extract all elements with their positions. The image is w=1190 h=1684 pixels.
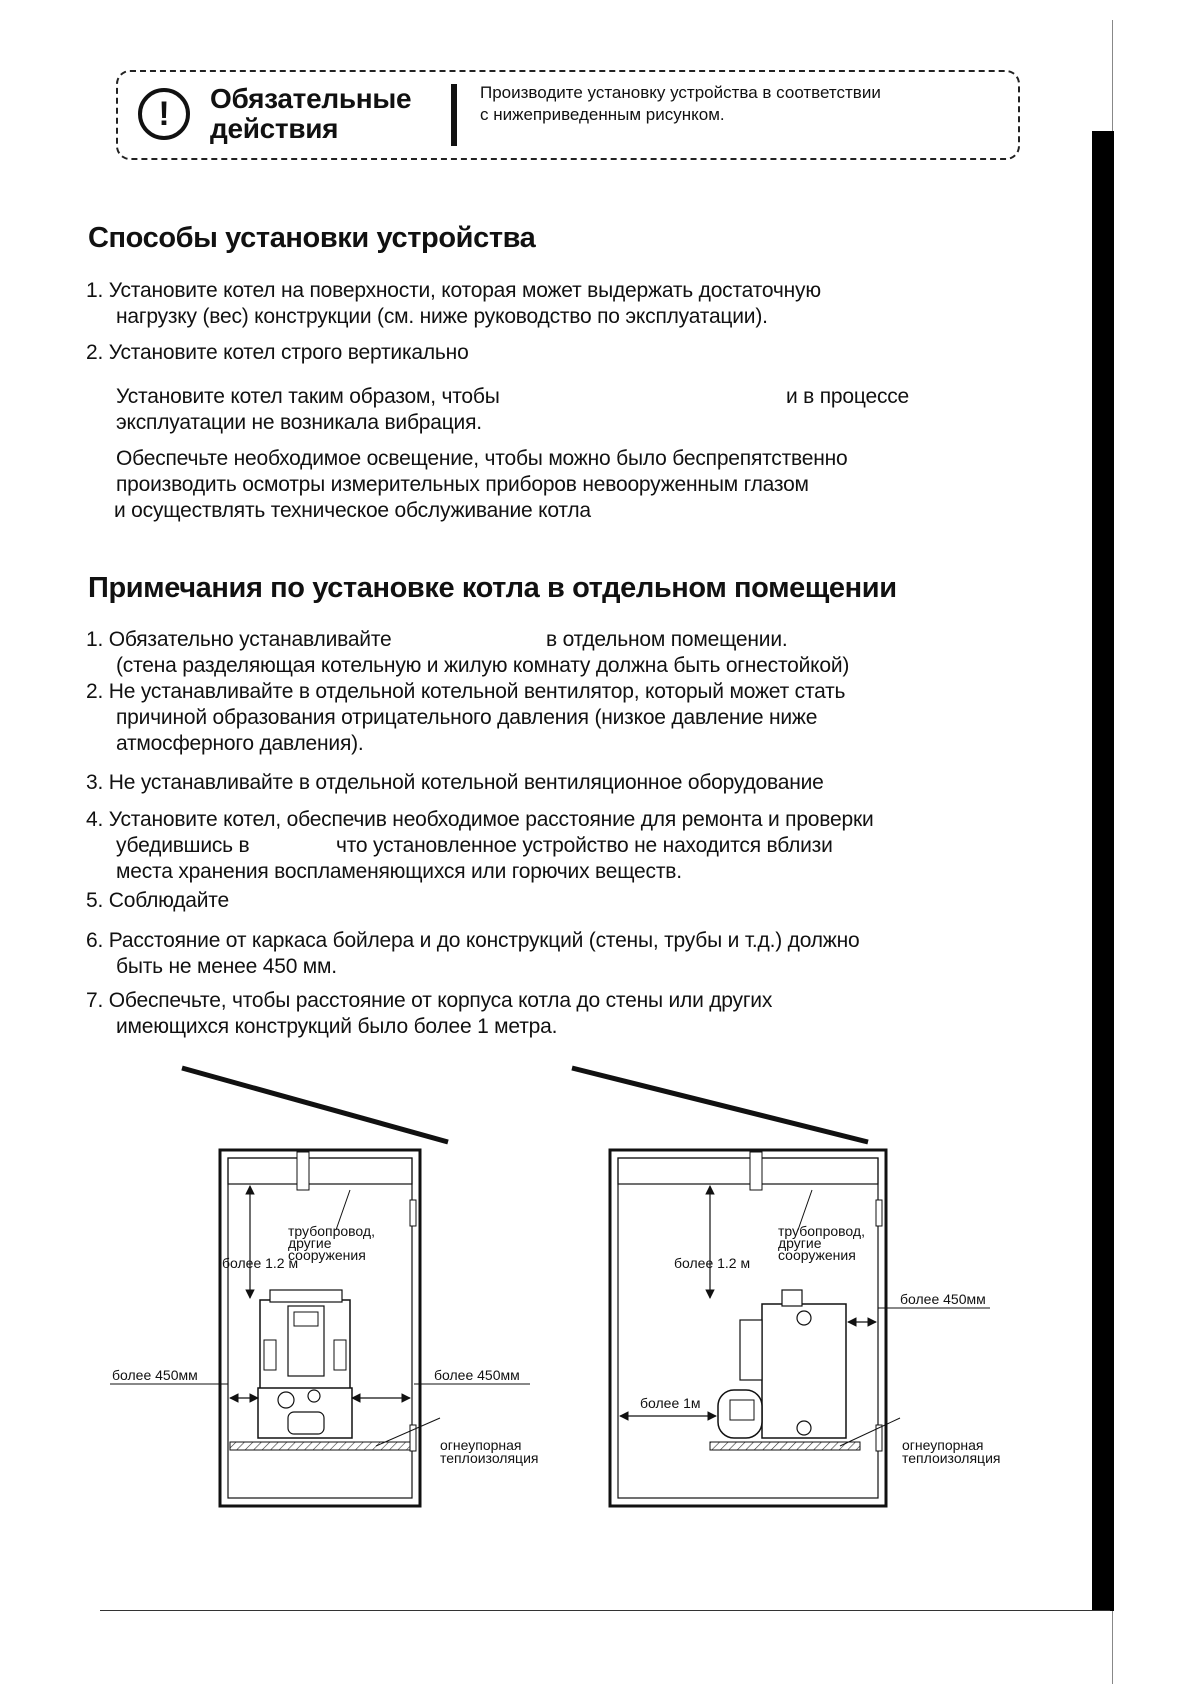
installation-diagrams [110, 1050, 1040, 1530]
insulation-label-line1: огнеупорная [902, 1437, 984, 1453]
notice-separator [451, 84, 457, 146]
ceiling-pipe-structure [228, 1158, 412, 1184]
install-item-1: 1. Установите котел на поверхности, которая может выдержать достаточную нагрузку (вес) конструкции (см. ниже руководство по эксплуатации). [86, 279, 821, 328]
room-item-4: 4. Установите котел, обеспечив необходимое расстояние для ремонта и проверки убедившись в что установленное устройство не находится вблизи места хранения воспламеняющихся или горючих веществ. [86, 808, 874, 883]
footer-rule [100, 1610, 1110, 1611]
pipe-label-line2: другие [778, 1235, 822, 1251]
insulation-label-line2: теплоизоляция [440, 1450, 539, 1466]
section-installation-heading: Способы установки устройства [88, 222, 536, 254]
pipe-label-line3: сооружения [778, 1247, 856, 1263]
roof-line [182, 1068, 448, 1142]
room-item-7: 7. Обеспечьте, чтобы расстояние от корпуса котла до стены или других имеющихся конструкций было более 1 метра. [86, 989, 773, 1038]
boiler-front-view [258, 1290, 352, 1438]
pipe-label-line1: трубопровод, [778, 1223, 865, 1239]
install-paragraph-lighting: Обеспечьте необходимое освещение, чтобы можно было беспрепятственно производить осмотры измерительных приборов невооруженным глазом и осуществлять техническое обслуживание котла [114, 447, 848, 522]
height-label: более 1.2 м [674, 1255, 751, 1271]
right-gap-label: более 450мм [900, 1291, 986, 1307]
notice-text: Производите установку устройства в соответствии с нижеприведенным рисунком. [480, 83, 881, 124]
boiler-side-view [718, 1290, 846, 1438]
front-gap-label: более 1м [640, 1395, 701, 1411]
ceiling-pipe-structure [618, 1158, 878, 1184]
install-paragraph-vibration: Установите котел таким образом, чтобы и в процессе эксплуатации не возникала вибрация. [116, 385, 910, 434]
left-gap-label: более 450мм [112, 1367, 198, 1383]
room-item-1: 1. Обязательно устанавливайте в отдельном помещении. (стена разделяющая котельную и жилую комнату должна быть огнестойкой) [86, 628, 850, 677]
install-item-2: 2. Установите котел строго вертикально [86, 341, 469, 364]
roof-line [572, 1068, 868, 1142]
pipe-label-line2: другие [288, 1235, 332, 1251]
insulation-label-line2: теплоизоляция [902, 1450, 1001, 1466]
pipe-label-line1: трубопровод, [288, 1223, 375, 1239]
diagram-side-view [572, 1068, 1000, 1506]
room-item-2: 2. Не устанавливайте в отдельной котельной вентилятор, который может стать причиной образования отрицательного давления (низкое давление ниже атмосферного давления). [86, 680, 846, 755]
diagram-front-view [110, 1068, 538, 1506]
room-item-5: 5. Соблюдайте [86, 889, 229, 912]
height-label: более 1.2 м [222, 1255, 299, 1271]
right-gap-label: более 450мм [434, 1367, 520, 1383]
mandatory-actions-notice [116, 70, 1020, 160]
section-boiler-room-heading: Примечания по установке котла в отдельном помещении [88, 572, 897, 604]
exclamation-icon: ! [138, 88, 190, 140]
room-item-6: 6. Расстояние от каркаса бойлера и до конструкций (стены, трубы и т.д.) должно быть не менее 450 мм. [86, 929, 860, 978]
side-tab-bar [1092, 131, 1114, 1611]
notice-title: Обязательные действия [210, 83, 412, 144]
room-item-3: 3. Не устанавливайте в отдельной котельной вентиляционное оборудование [86, 771, 824, 794]
pipe-label-line3: сооружения [288, 1247, 366, 1263]
insulation-label-line1: огнеупорная [440, 1437, 522, 1453]
fireproof-base [710, 1442, 860, 1450]
